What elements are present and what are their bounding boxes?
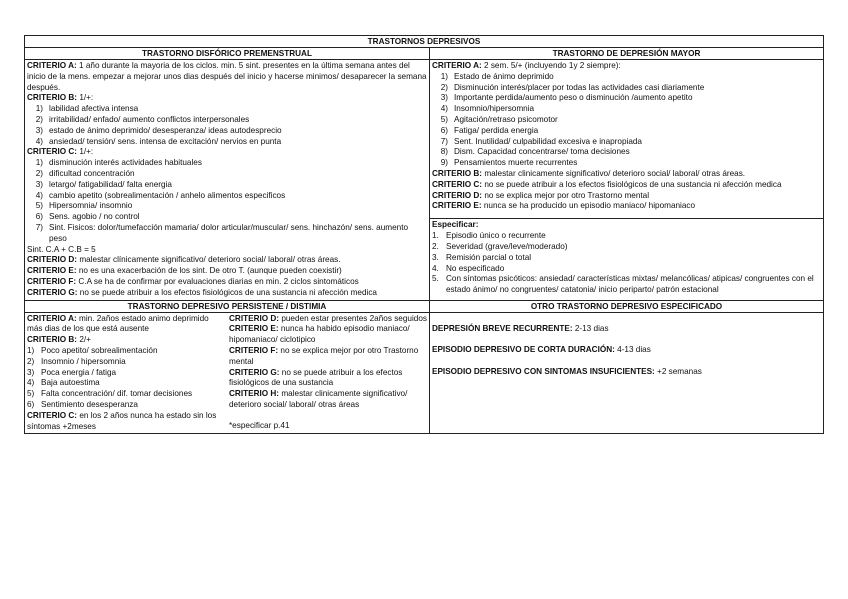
criterion-label: CRITERIO E: <box>229 324 279 334</box>
mdd-criterion-d <box>432 191 821 202</box>
list-item: 4) ansiedad/ tensión/ sens. intensa de excitación/ nervios en punta <box>35 136 282 146</box>
criterion-text: no se explica mejor por otro Trastorno mental <box>229 345 419 366</box>
criterion-label: CRITERIO B: <box>27 93 78 103</box>
dysthymia-criterion-b <box>27 335 225 346</box>
dysthymia-criterion-g <box>229 368 427 390</box>
list-item: 4. No especificado <box>432 263 505 273</box>
list-item: 7) Sent. Inutilidad/ culpabilidad excesiva e inapropiada <box>440 136 642 146</box>
pmdd-criterion-f <box>27 277 427 288</box>
pmdd-criterion-e <box>27 266 427 277</box>
list-item: 5) Agitación/retraso psicomotor <box>440 114 558 124</box>
list-item: 5) Falta concentración/ dif. tomar decisiones <box>27 389 193 399</box>
criterion-label: CRITERIO B: <box>432 168 483 178</box>
dysthymia-criterion-f <box>229 346 427 368</box>
list-item: 6) Sentimiento desesperanza <box>27 399 138 409</box>
other-item-short-duration <box>432 345 821 356</box>
list-item: 9) Pensamientos muerte recurrentes <box>440 158 578 168</box>
item-text: +2 semanas <box>654 367 702 377</box>
dysthymia-criterion-h <box>229 389 427 411</box>
criterion-text: 1/+: <box>77 147 94 157</box>
criterion-label: CRITERIO E: <box>27 266 77 276</box>
dysthymia-criterion-a <box>27 314 225 336</box>
criterion-text: pueden estar presentes 2años seguidos <box>279 313 427 323</box>
list-item: 1) Poco apetito/ sobrealimentación <box>27 345 158 355</box>
mdd-specifiers-cell <box>430 219 824 300</box>
list-item: 6) Fatiga/ perdida energia <box>440 125 539 135</box>
mdd-criteria-cell <box>430 60 824 219</box>
criterion-label: CRITERIO G: <box>27 287 78 297</box>
list-item: 7) Sint. Fisicos: dolor/tumefacción mamaria/ dolor articular/muscular/ sens. hinchazón/ sens. aumento peso <box>35 222 409 243</box>
pmdd-cell <box>25 60 430 301</box>
list-item: 4) cambio apetito (sobrealimentación / anhelo alimentos especificos <box>35 190 286 200</box>
item-label: EPISODIO DEPRESIVO DE CORTA DURACIÓN: <box>432 345 615 355</box>
pmdd-criterion-a <box>27 61 427 93</box>
pmdd-criterion-c-list <box>27 158 427 244</box>
criterion-text: 1 año durante la mayoria de los ciclos. min. 5 sint. presentes en la última semana antes del inicio de la mens. empezar a mejorar unos dias después del inicio y hacerse minimos/ desaparecer la semana después. <box>27 61 427 92</box>
criterion-label: CRITERIO G: <box>229 367 280 377</box>
criterion-label: CRITERIO F: <box>27 276 77 286</box>
criterion-text: nunca ha habido episodio maniaco/ hipomaniaco/ ciclotipico <box>229 324 410 345</box>
list-item: 6) Sens. agobio / no control <box>35 212 140 222</box>
list-item: 2) Insomnio / hipersomnia <box>27 356 126 366</box>
other-specified-header: OTRO TRASTORNO DEPRESIVO ESPECIFICADO <box>430 300 824 312</box>
mdd-criterion-a <box>432 61 821 72</box>
item-label: DEPRESIÓN BREVE RECURRENTE: <box>432 323 573 333</box>
dysthymia-note: *especificar p.41 <box>229 420 290 430</box>
criterion-label: CRITERIO F: <box>229 345 279 355</box>
mdd-header: TRASTORNO DE DEPRESIÓN MAYOR <box>430 48 824 60</box>
list-item: 3. Remisión parcial o total <box>432 252 532 262</box>
list-item: 2) Disminución interés/placer por todas las actividades casi diariamente <box>440 82 705 92</box>
list-item: 4) Insomnio/hipersomnia <box>440 104 535 114</box>
pmdd-criterion-d <box>27 255 427 266</box>
dysthymia-left-column <box>27 314 229 433</box>
criterion-label: CRITERIO C: <box>27 147 78 157</box>
dysthymia-criterion-c <box>27 411 225 433</box>
item-text: 2-13 dias <box>572 323 609 333</box>
mdd-specify-label: Especificar: <box>432 220 479 230</box>
criterion-text: 2/+ <box>77 335 91 345</box>
other-specified-cell <box>430 312 824 434</box>
criterion-label: CRITERIO A: <box>27 61 77 70</box>
mdd-criterion-c <box>432 180 821 191</box>
criterion-text: malestar clínicamente significativo/ deterioro social/ laboral/ otras áreas. <box>77 255 341 265</box>
criterion-label: CRITERIO D: <box>432 190 483 200</box>
title-row <box>25 36 824 48</box>
criterion-text: malestar clinicamente significativo/ deterioro social/ laboral/ otras áreas <box>229 389 408 409</box>
other-item-insufficient-symptoms <box>432 367 821 378</box>
list-item: 3) estado de ánimo deprimido/ desesperanza/ ideas autodesprecio <box>35 125 282 135</box>
criterion-text: no se puede atribuir a los efectos fisiológicos de una sustancia ni afección medica <box>77 287 377 297</box>
dysthymia-header: TRASTORNO DEPRESIVO PERSISTENE / DISTIMIA <box>25 300 430 312</box>
dysthymia-criterion-e <box>229 324 427 346</box>
criterion-label: CRITERIO H: <box>229 389 280 399</box>
criterion-label: CRITERIO C: <box>432 179 483 189</box>
list-item: 2) dificultad concentración <box>35 168 135 178</box>
dysthymia-criterion-d <box>229 314 427 325</box>
list-item: 5. Con síntomas psicóticos: ansiedad/ características mixtas/ melancólicas/ atipicas/ congruentes con el estado ánimo/ no congruentes/ catatonia/ inicio periparto/ patrón estacional <box>432 274 814 295</box>
table-title: TRASTORNOS DEPRESIVOS <box>25 36 824 48</box>
mdd-criterion-b <box>432 169 821 180</box>
criterion-text: no se explica mejor por otro Trastorno mental <box>482 190 650 200</box>
list-item: 1) labilidad afectiva intensa <box>35 104 139 114</box>
criterion-label: CRITERIO A: <box>432 61 482 70</box>
criterion-text: no es una exacerbación de los sint. De otro T. (aunque pueden coexistir) <box>76 266 342 276</box>
criterion-label: CRITERIO B: <box>27 335 78 345</box>
criterion-text: min. 2años estado animo deprimido más dias de los que está ausente <box>27 313 209 334</box>
dysthymia-right-column <box>229 314 427 433</box>
item-text: 4-13 dias <box>614 345 651 355</box>
criterion-label: CRITERIO D: <box>27 255 78 265</box>
criterion-text: nunca se ha producido un episodio maniaco/ hipomaniaco <box>481 201 696 211</box>
section-header-row-1 <box>25 48 824 60</box>
mdd-specify-list <box>432 231 821 296</box>
list-item: 1) Estado de ánimo deprimido <box>440 71 554 81</box>
criterion-label: CRITERIO D: <box>229 313 280 323</box>
list-item: 1. Episodio único o recurrente <box>432 231 546 241</box>
pmdd-criterion-b-list <box>27 104 427 147</box>
other-item-brief-recurrent <box>432 324 821 335</box>
criterion-label: CRITERIO C: <box>27 410 78 420</box>
mdd-criterion-e <box>432 201 821 212</box>
content-row-1 <box>25 60 824 219</box>
content-row-3 <box>25 312 824 434</box>
section-header-row-2 <box>25 300 824 312</box>
pmdd-criterion-g <box>27 288 427 299</box>
list-item: 8) Dism. Capacidad concentrarse/ toma decisiones <box>440 147 630 157</box>
list-item: 3) Importante perdida/aumento peso o disminución /aumento apetito <box>440 93 693 103</box>
pmdd-sum: Sint. C.A + C.B = 5 <box>27 244 96 254</box>
pmdd-header: TRASTORNO DISFÓRICO PREMENSTRUAL <box>25 48 430 60</box>
list-item: 5) Hipersomnia/ insomnio <box>35 201 133 211</box>
dysthymia-cell <box>25 312 430 434</box>
dysthymia-criterion-b-list <box>27 346 225 411</box>
mdd-criterion-a-list <box>432 72 821 169</box>
list-item: 2. Severidad (grave/leve/moderado) <box>432 241 568 251</box>
criterion-text: no se puede atribuir a los efectos fisiológicos de una sustancia <box>229 367 403 388</box>
criterion-text: 2 sem. 5/+ (incluyendo 1y 2 siempre): <box>481 61 621 70</box>
list-item: 2) irritabilidad/ enfado/ aumento conflictos interpersonales <box>35 114 250 124</box>
list-item: 3) Poca energia / fatiga <box>27 367 117 377</box>
list-item: 4) Baja autoestima <box>27 378 100 388</box>
pmdd-criterion-c <box>27 147 427 158</box>
list-item: 3) letargo/ fatigabilidad/ falta energia <box>35 179 172 189</box>
item-label: EPISODIO DEPRESIVO CON SINTOMAS INSUFICIENTES: <box>432 367 655 377</box>
criterion-text: C.A se ha de confirmar por evaluaciones diarias en min. 2 ciclos sintomáticos <box>76 276 359 286</box>
criterion-text: en los 2 años nunca ha estado sin los síntomas +2meses <box>27 410 217 431</box>
criterion-text: no se puede atribuir a los efectos fisiológicos de una sustancia ni afección medica <box>482 179 782 189</box>
criterion-label: CRITERIO A: <box>27 313 77 323</box>
criterion-label: CRITERIO E: <box>432 201 482 211</box>
list-item: 1) disminución interés actividades habituales <box>35 158 202 168</box>
criterion-text: 1/+: <box>77 93 94 103</box>
criterion-text: malestar clinicamente significativo/ deterioro social/ laboral/ otras áreas. <box>482 168 746 178</box>
depressive-disorders-table <box>24 35 824 434</box>
pmdd-criterion-b <box>27 93 427 104</box>
